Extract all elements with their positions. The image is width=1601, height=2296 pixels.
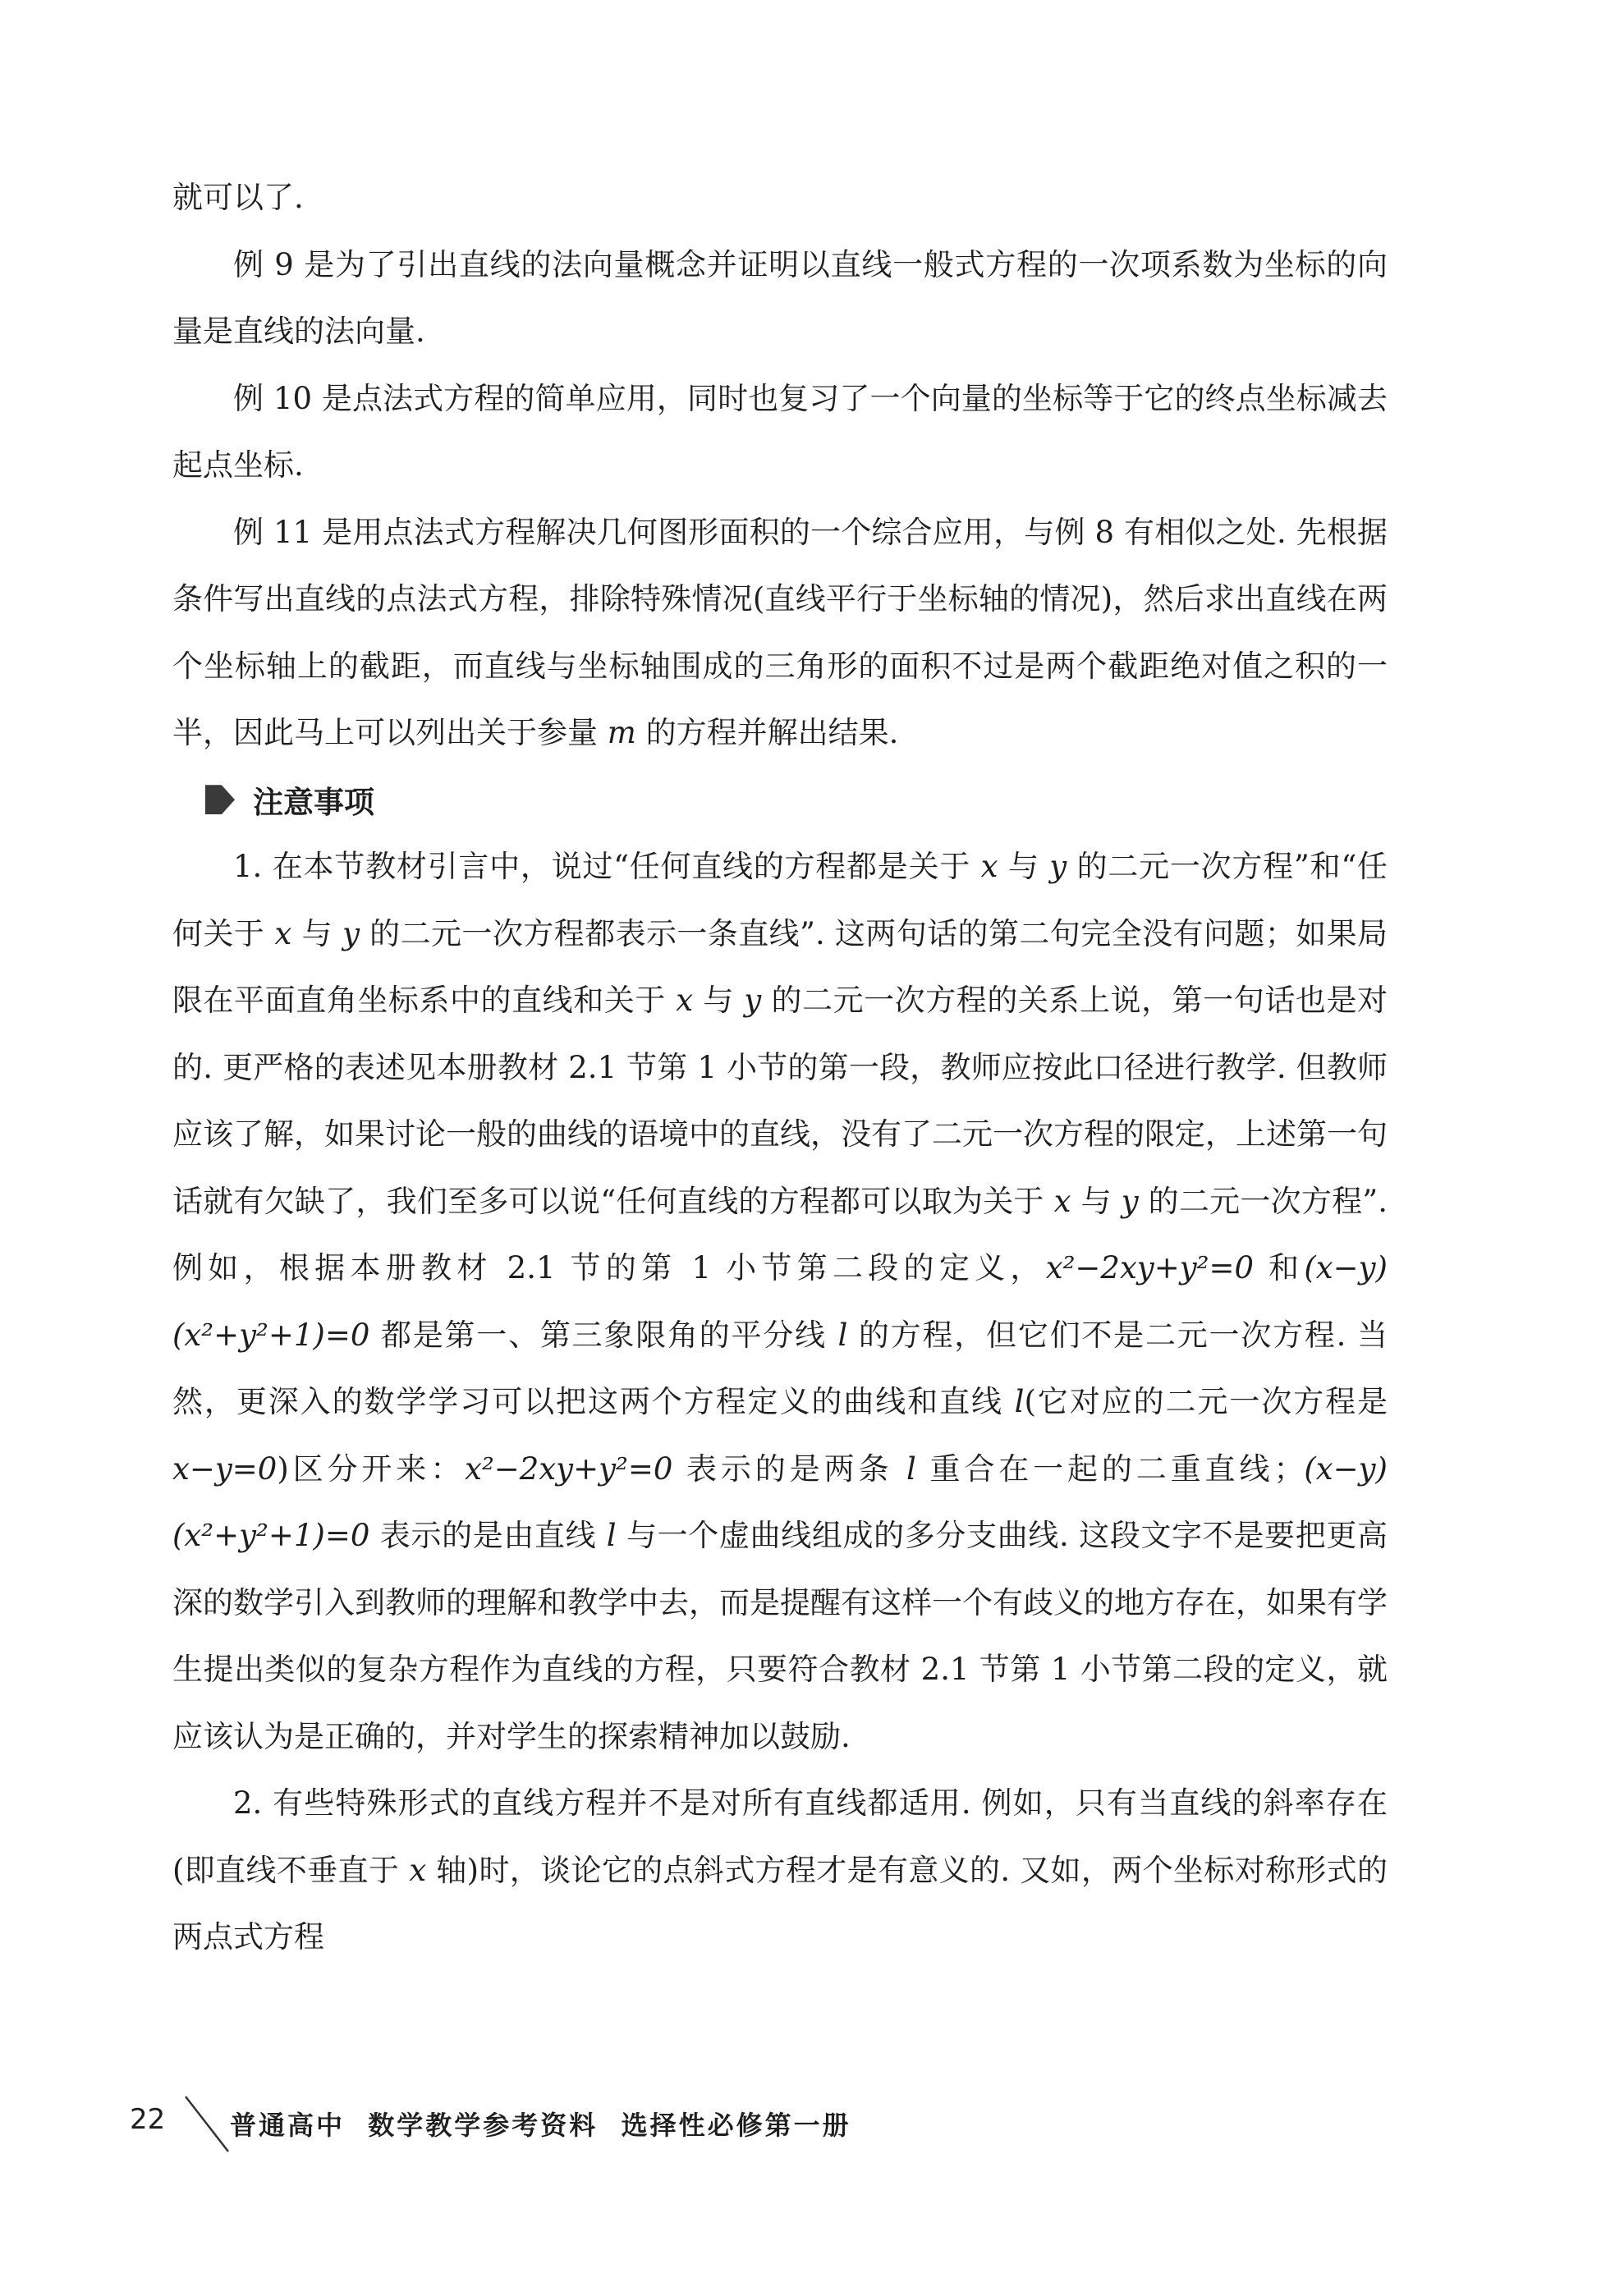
equation: x²−2xy+y²=0 (1045, 1250, 1254, 1285)
section-marker-icon (205, 785, 235, 814)
page-number: 22 (130, 2103, 166, 2136)
paragraph-example-10: 例 10 是点法式方程的简单应用，同时也复习了一个向量的坐标等于它的终点坐标减去起点坐标. (172, 380, 1388, 483)
note-2: 2. 有些特殊形式的直线方程并不是对所有直线都适用. 例如，只有当直线的斜率存在(即直线不垂直于 x 轴)时，谈论它的点斜式方程才是有意义的. 又如，两个坐标对称形式的两点式方程 (172, 1785, 1388, 1955)
section-title: 注意事项 (253, 785, 374, 821)
equation: x−y=0 (172, 1450, 278, 1487)
note-1: 1. 在本节教材引言中，说过“任何直线的方程都是关于 x 与 y 的二元一次方程”和“任何关于 x 与 y 的二元一次方程都表示一条直线”. 这两句话的第二句完全没有问题；如果局限在平面直角坐标系中的直线和关于 x 与 y 的二元一次方程的关系上说，第一句话也是对的. 更严格的表述见本册教材 2.1 节第 1 小节的第一段，教师应按此口径进行教学. 但教师应该了解，如果讨论一般的曲线的语境中的直线，没有了二元一次方程的限定，上述第一句话就有欠缺了，我们至多可以说“任何直线的方程都可以取为关于 x 与 y 的二元一次方程”. 例如，根据本册教材 2.1 节的第 1 小节第二段的定义，x²−2xy+y²=0 和(x−y)(x²+y²+1)=0 都是第一、第三象限角的平分线 l 的方程，但它们不是二元一次方程. 当然，更深入的数学学习可以把这两个方程定义的曲线和直线 l(它对应的二元一次方程是 x−y=0)区分开来：x²−2xy+y²=0 表示的是两条 l 重合在一起的二重直线；(x−y)(x²+y²+1)=0 表示的是由直线 l 与一个虚曲线组成的多分支曲线. 这段文字不是要把更高深的数学引入到教师的理解和教学中去，而是提醒有这样一个有歧义的地方存在，如果有学生提出类似的复杂方程作为直线的方程，只要符合教材 2.1 节第 1 小节第二段的定义，就应该认为是正确的，并对学生的探索精神加以鼓励. (172, 849, 1388, 1754)
equation: x²−2xy+y²=0 (465, 1450, 673, 1487)
paragraph-continuation: 就可以了. (172, 180, 304, 215)
equation: (x−y)(x²+y²+1)=0 (172, 1450, 1388, 1553)
equation: (x−y)(x²+y²+1)=0 (172, 1250, 1388, 1353)
footer-divider (182, 2093, 232, 2155)
paragraph-example-11: 例 11 是用点法式方程解决几何图形面积的一个综合应用，与例 8 有相似之处. 先根据条件写出直线的点法式方程，排除特殊情况(直线平行于坐标轴的情况)，然后求出直线在两个坐标轴上的截距，而直线与坐标轴围成的三角形的面积不过是两个截距绝对值之积的一半，因此马上可以列出关于参量 m 的方程并解出结果. (172, 514, 1388, 750)
page-footer (107, 2077, 928, 2155)
section-heading (205, 767, 1388, 834)
paragraph-example-9: 例 9 是为了引出直线的法向量概念并证明以直线一般式方程的一次项系数为坐标的向量是直线的法向量. (172, 246, 1388, 349)
book-title: 普通高中 数学教学参考资料 选择性必修第一册 (230, 2110, 851, 2141)
page-content (172, 164, 1388, 1971)
